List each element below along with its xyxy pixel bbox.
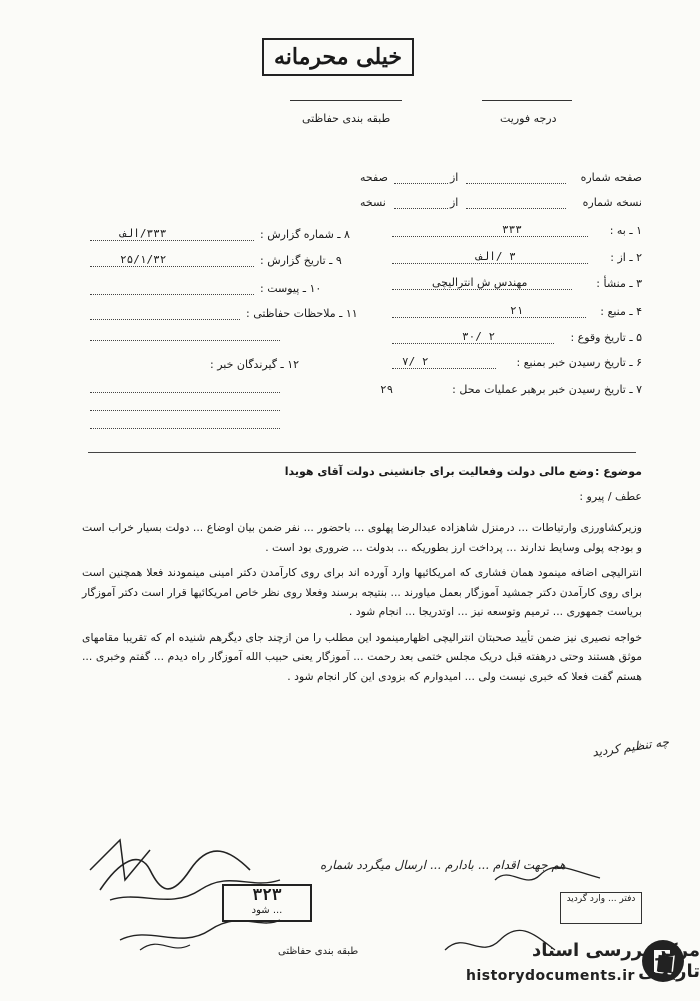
field-report-date-value: ۲۵/۱/۳۲ (120, 253, 167, 266)
field-report-date-line (90, 266, 254, 267)
copy-unit: نسخه (360, 196, 386, 209)
header-separator (88, 452, 636, 453)
watermark-url: historydocuments.ir (466, 968, 635, 984)
field-security-notes-line (90, 319, 240, 320)
page-total-dots (394, 183, 448, 184)
page-of: از (450, 171, 459, 184)
report-body (82, 518, 642, 686)
field-news-to-leader-label: ۷ ـ تاریخ رسیدن خبر برهبر عملیات محل : (452, 383, 642, 396)
field-source-value: ۲۱ (510, 304, 524, 317)
field-origin-label: ۳ ـ منشأ : (596, 277, 642, 290)
field-recipients-line-1 (90, 392, 280, 393)
body-paragraph-3: خواجه نصیری نیز ضمن تأیید صحبتان انترالیچی اظهارمینمود این مطلب را من ازچند جای دیگرهم شنیده ام که تقریبا مقامهای موثق هستند وحتی درهفته قبل دریک مجلس ختمی بعد رحمت ... آموزگار یعنی حبیب الله آموزگار راه دیدم ... گفتم وخبری ... هستم گفت فعلا که خبری نیست ولی ... امیدوارم که بزودی این کار انجام شود . (82, 630, 642, 683)
field-report-number-value: ۳۳۳/الف (120, 227, 167, 240)
page-number-dots (466, 183, 566, 184)
field-news-to-source-value: ۲ /۷ (402, 355, 429, 368)
priority-line (482, 100, 572, 101)
watermark-title: مرکز بررسی اسناد تاریخی (532, 940, 700, 982)
field-source-line (392, 317, 586, 318)
copy-number-dots (466, 208, 566, 209)
field-to-label: ۱ ـ به : (609, 224, 642, 237)
copy-number-label: نسخه شماره (582, 196, 642, 209)
field-occurrence-date-line (392, 343, 554, 344)
field-from-line (392, 263, 588, 264)
field-recipients-line-2 (90, 410, 280, 411)
field-news-to-source-line (392, 368, 496, 369)
field-to-value: ۳۳۳ (502, 223, 522, 236)
field-report-date-label: ۹ ـ تاریخ گزارش : (260, 254, 342, 267)
body-paragraph-2: انترالیچی اضافه مینمود همان فشاری که امریکائیها وارد آورده اند برای روی کارآمدن دکتر امینی مینمودند فعلا همچنین است برای روی کارآمدن دکتر جمشید آموزگار بعمل میاورند ... بنتیجه برسند وفعلا روی نظر خاص امریکائیها قرار است دکتر آموزگار بریاست جمهوری ... ترمیم وتوسعه نیز ... اوتدریجا ... انجام شود . (82, 566, 642, 618)
field-to-line (392, 236, 588, 237)
page-unit: صفحه (360, 171, 388, 184)
field-security-notes-label: ۱۱ ـ ملاحظات حفاظتی : (246, 307, 358, 320)
field-origin-line (392, 289, 572, 290)
field-from-label: ۲ ـ از : (610, 251, 642, 264)
field-news-to-source-label: ۶ ـ تاریخ رسیدن خبر بمنبع : (516, 356, 642, 369)
subject-label: موضوع : (595, 465, 642, 478)
footer-directive: هم جهت اقدام ... بادارم ... ارسال میگردد شماره (320, 858, 566, 872)
footer-scribble (490, 860, 610, 900)
copy-total-dots (394, 208, 448, 209)
field-recipients-line-3 (90, 428, 280, 429)
field-news-to-leader-value: ۲۹ (380, 383, 394, 396)
priority-label: درجه فوریت (500, 112, 557, 125)
field-attachment-line (90, 294, 254, 295)
field-from-value: ۳ /الف (476, 250, 516, 263)
classification-line (290, 100, 402, 101)
body-paragraph-1: وزیرکشاورزی وارتیاطات ... درمنزل شاهزاده عبدالرضا پهلوی ... باحضور ... نفر ضمن بیان اوضاع ... دولت بسیار خراب است و بودجه پولی وسایط ندارند ... پرداخت ارز بطوریکه ... بدولت ... ضروری بود است . (82, 521, 642, 554)
page-number-label: صفحه شماره (580, 171, 642, 184)
field-origin-value: مهندس ش انتراليچی (432, 276, 528, 289)
reference-label: عطف / پیرو : (579, 490, 642, 503)
field-report-number-line (90, 240, 254, 241)
registration-stamp-sub: ... شود (251, 905, 283, 916)
subject-text: وضع مالی دولت وفعالیت برای جانشینی دولت آقای هویدا (284, 465, 594, 478)
signature-scribbles (80, 830, 330, 970)
field-report-number-label: ۸ ـ شماره گزارش : (260, 228, 350, 241)
classification-label: طبقه بندی حفاظتی (302, 112, 391, 125)
field-occurrence-date-value: ۲ /۳۰ (462, 330, 496, 343)
footer-classification-label: طبقه بندی حفاظتی (278, 946, 359, 957)
margin-handwritten-note: چه تنظیم کردید (591, 734, 670, 760)
field-source-label: ۴ ـ منبع : (600, 305, 642, 318)
field-security-notes-line-2 (90, 340, 280, 341)
field-attachment-label: ۱۰ ـ پیوست : (260, 282, 322, 295)
copy-of: از (450, 196, 459, 209)
incoming-stamp-text: دفتر ... وارد گردید (566, 894, 636, 904)
field-recipients-label: ۱۲ ـ گیرندگان خبر : (210, 358, 300, 371)
registration-stamp-number: ۳۲۳ (252, 885, 282, 904)
field-occurrence-date-label: ۵ ـ تاریخ وقوع : (570, 331, 642, 344)
document-stamp-title: خیلی محرمانه (262, 38, 414, 76)
